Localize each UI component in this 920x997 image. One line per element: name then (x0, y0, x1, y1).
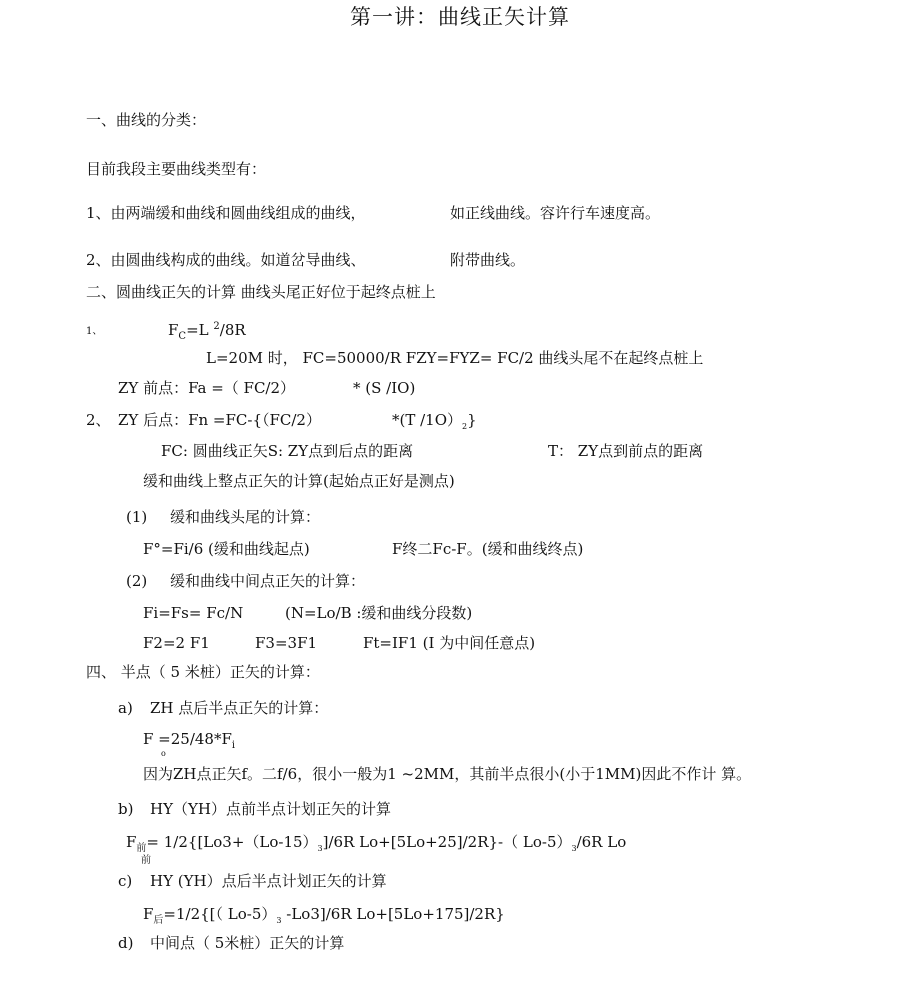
item-a-text: ZH 点后半点正矢的计算： (150, 699, 329, 717)
item-b-label: b) (118, 800, 134, 818)
item-b-formula-part1: = 1/2{[Lo3+（Lo-15） (146, 833, 318, 851)
item-c-formula-sub: 后 (153, 915, 164, 926)
item-c-formula (143, 905, 505, 930)
curve-type-2-example: 附带曲线。 (450, 251, 526, 269)
zy-back-factor-sub: 2 (462, 422, 468, 431)
item-2-number: (2) (126, 572, 148, 590)
item-b-formula-sub2: 3 (317, 844, 323, 853)
item-c-formula-f: F (143, 905, 154, 923)
item-a-formula-sub: i (231, 740, 236, 751)
item-b-formula (126, 833, 626, 858)
item-b-formula-sub3: 3 (571, 844, 577, 853)
formula-fc-eq: =L (186, 321, 214, 339)
item-1-formula-end: F终二Fc-F。(缓和曲线终点) (392, 540, 584, 558)
item-b-formula-part3: /6R Lo (576, 833, 627, 851)
item-2-formula-e: Ft=IF1 (I 为中间任意点) (363, 634, 536, 652)
item-a-formula-mark: o (161, 749, 166, 758)
item-b-formula-part2: ]/6R Lo+[5Lo+25]/2R}-（ Lo-5） (322, 833, 572, 851)
item-d-label: d) (118, 934, 134, 952)
formula-fc-subscript: C (178, 331, 187, 342)
page-title: 第一讲：曲线正矢计算 (350, 5, 570, 29)
zy-back-factor-main: *(T /1O） (392, 411, 463, 429)
formula-fc-tail: /8R (219, 321, 246, 339)
section-2-heading: 二、圆曲线正矢的计算 曲线头尾正好位于起终点桩上 (86, 283, 436, 301)
item-a-formula-main: F =25/48*F (143, 730, 232, 748)
item-a-formula (143, 730, 235, 755)
zy-front-formula: ZY 前点：Fa =（ FC/2） (118, 379, 296, 397)
formula-1-number: 1、 (86, 326, 103, 337)
item-c-formula-part2: -Lo3]/6R Lo+[5Lo+175]/2R} (281, 905, 505, 923)
formula-fc-superscript: 2 (213, 321, 220, 332)
zy-back-formula: ZY 后点：Fn =FC-{（FC/2） (118, 411, 321, 429)
curve-type-1-text: 1、由两端缓和曲线和圆曲线组成的曲线， (86, 204, 366, 222)
item-c-formula-part1: =1/2{[（ Lo-5） (163, 905, 277, 923)
fc-definition: FC: 圆曲线正矢S: ZY点到后点的距离 (161, 442, 414, 460)
curve-type-1-example: 如正线曲线。容许行车速度高。 (450, 204, 661, 222)
section-4-heading: 四、 半点（ 5 米桩）正矢的计算： (86, 663, 320, 681)
item-2-text: 缓和曲线中间点正矢的计算： (170, 572, 366, 590)
zy-back-number: 2、 (86, 411, 111, 429)
item-2-formula-d: F3=3F1 (255, 634, 318, 652)
item-b-formula-f: F (126, 833, 137, 851)
item-c-formula-sub2: 3 (276, 916, 282, 925)
formula-fc-curve (168, 318, 246, 346)
item-b-text: HY（YH）点前半点计划正矢的计算 (150, 800, 391, 818)
curve-type-2-text: 2、由圆曲线构成的曲线。如道岔导曲线、 (86, 251, 366, 269)
item-d-text: 中间点（ 5米桩）正矢的计算 (150, 934, 345, 952)
zy-back-factor (392, 411, 477, 436)
item-2-formula-b: (N=Lo/B :缓和曲线分段数) (285, 604, 473, 622)
item-b-formula-sub: 前 (136, 843, 147, 854)
section-1-heading: 一、曲线的分类： (86, 111, 207, 129)
t-definition: T： ZY点到前点的距离 (548, 442, 704, 460)
item-1-formula-start: F°=Fi/6 (缓和曲线起点) (143, 540, 310, 558)
zy-back-factor-close: } (467, 411, 477, 429)
section-1-intro: 目前我段主要曲线类型有： (86, 160, 267, 178)
item-2-formula-a: Fi=Fs= Fc/N (143, 604, 244, 622)
formula-fc-symbol: F (168, 321, 179, 339)
item-2-formula-c: F2=2 F1 (143, 634, 210, 652)
item-b-formula-under: 前 (141, 855, 151, 866)
item-a-note: 因为ZH点正矢f。二f/6，很小一般为1 ~2MM，其前半点很小(小于1MM)因此不作计 算。 (143, 765, 752, 783)
zy-front-factor: * (S /IO) (353, 379, 416, 397)
item-c-text: HY (YH）点后半点计划正矢的计算 (150, 872, 387, 890)
item-1-text: 缓和曲线头尾的计算： (170, 508, 321, 526)
formula-l20-line: L=20M 时， FC=50000/R FZY=FYZ= FC/2 曲线头尾不在起终点桩上 (206, 349, 704, 367)
section-3-heading: 缓和曲线上整点正矢的计算(起始点正好是测点) (143, 472, 455, 490)
item-1-number: (1) (126, 508, 148, 526)
item-c-label: c) (118, 872, 133, 890)
item-a-label: a) (118, 699, 133, 717)
